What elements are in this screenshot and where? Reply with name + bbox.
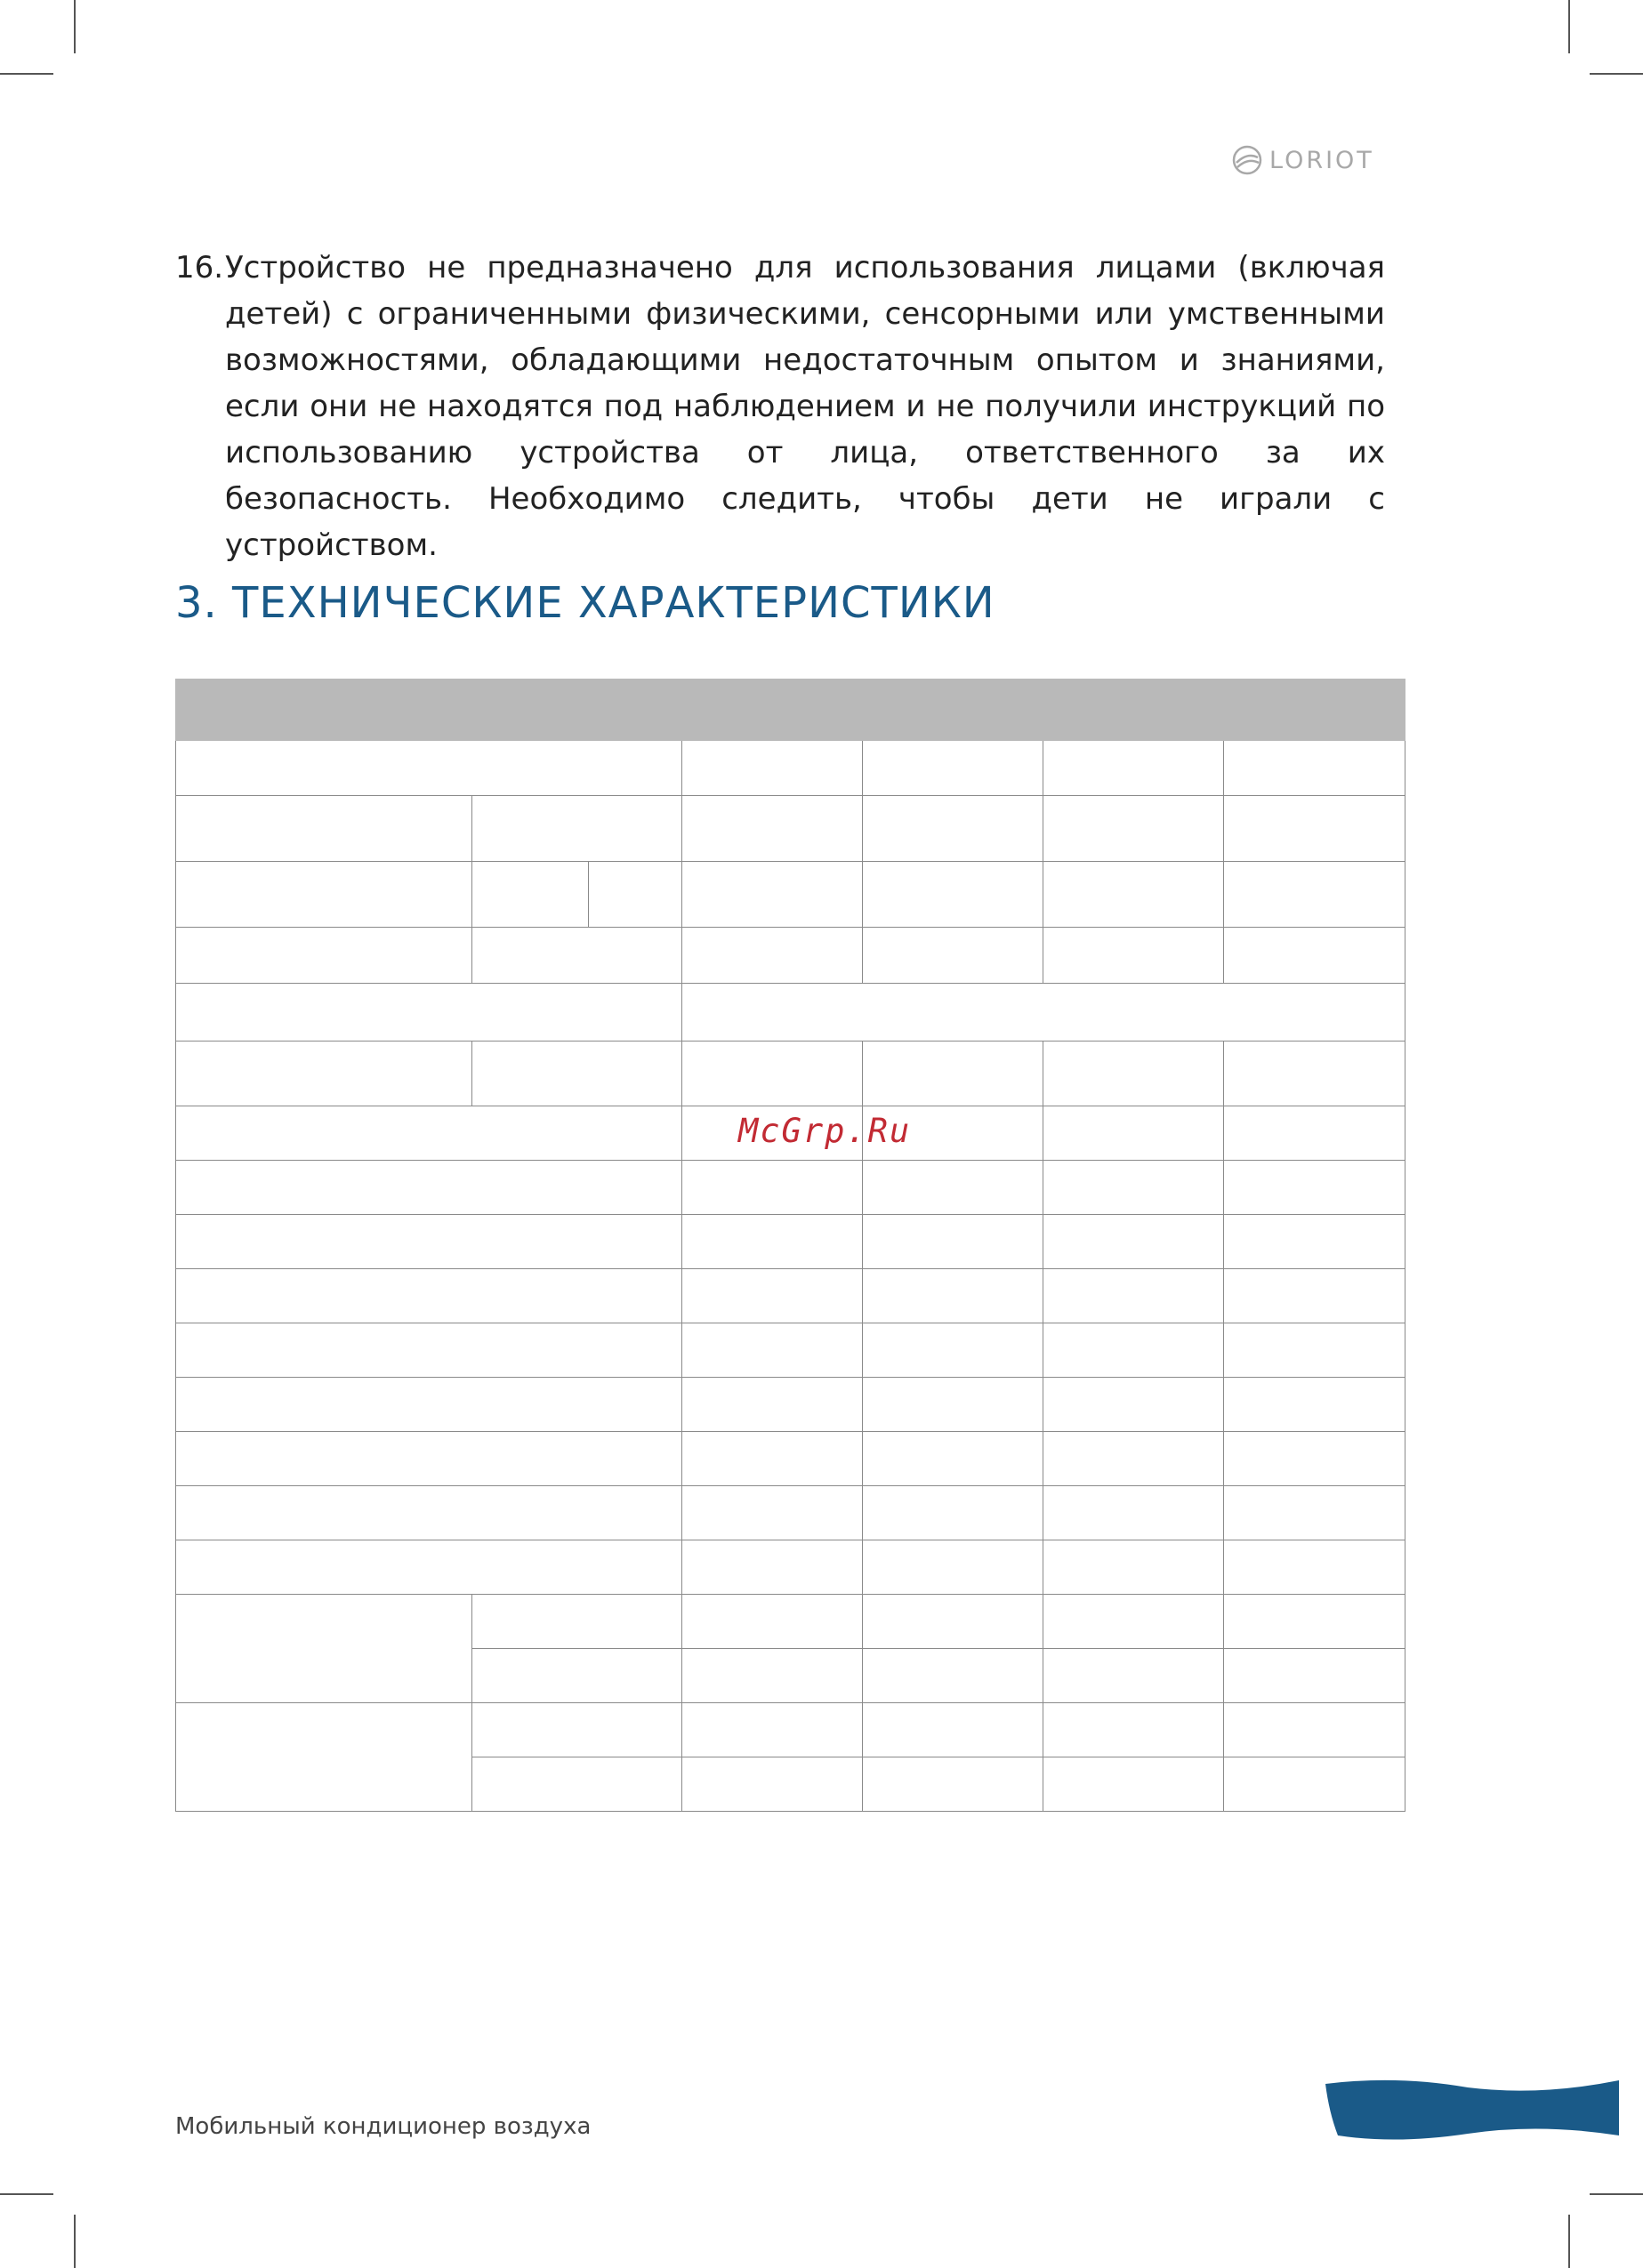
list-item-number: 16. xyxy=(175,250,224,286)
table-row xyxy=(176,984,1405,1042)
crop-mark xyxy=(74,0,76,53)
table-row xyxy=(176,1595,1405,1649)
table-row xyxy=(176,796,1405,862)
table-row xyxy=(176,1432,1405,1486)
crop-mark xyxy=(0,2193,53,2195)
table-row xyxy=(176,1042,1405,1106)
table-row xyxy=(176,1215,1405,1269)
list-item-text: Устройство не предназначено для использования лицами (включая детей) с ограниченными физическими, сенсорными или умственными возможностями, обладающими недостаточным опытом и знаниями, если они не находятся под наблюдением и не получили инструкций по использованию устройства от лица, ответственного за их безопасность. Необходимо следить, чтобы дети не играли с устройством. xyxy=(225,250,1385,563)
section-heading: 3. ТЕХНИЧЕСКИЕ ХАРАКТЕРИСТИКИ xyxy=(175,578,995,628)
table-row xyxy=(176,1540,1405,1595)
logo-icon xyxy=(1232,145,1262,175)
table-row xyxy=(176,1323,1405,1378)
crop-mark xyxy=(74,2215,76,2268)
crop-mark xyxy=(1590,73,1643,75)
brand-logo xyxy=(1232,142,1374,178)
crop-mark xyxy=(0,73,53,75)
crop-mark xyxy=(1568,2215,1570,2268)
table-row xyxy=(176,1486,1405,1540)
watermark: McGrp.Ru xyxy=(738,1112,912,1150)
table-row xyxy=(176,928,1405,984)
table-row xyxy=(176,1269,1405,1323)
logo-text: LORIOT xyxy=(1269,146,1374,174)
page-tab-decoration xyxy=(1325,2077,1619,2141)
list-item-16 xyxy=(175,245,1385,568)
table-row xyxy=(176,862,1405,928)
footer-title: Мобильный кондиционер воздуха xyxy=(175,2113,592,2140)
table-header-row xyxy=(176,680,1405,741)
crop-mark xyxy=(1568,0,1570,53)
table-row xyxy=(176,1703,1405,1757)
specs-table xyxy=(175,679,1405,1812)
table-row xyxy=(176,1378,1405,1432)
table-row xyxy=(176,741,1405,796)
crop-mark xyxy=(1590,2193,1643,2195)
table-row xyxy=(176,1161,1405,1215)
